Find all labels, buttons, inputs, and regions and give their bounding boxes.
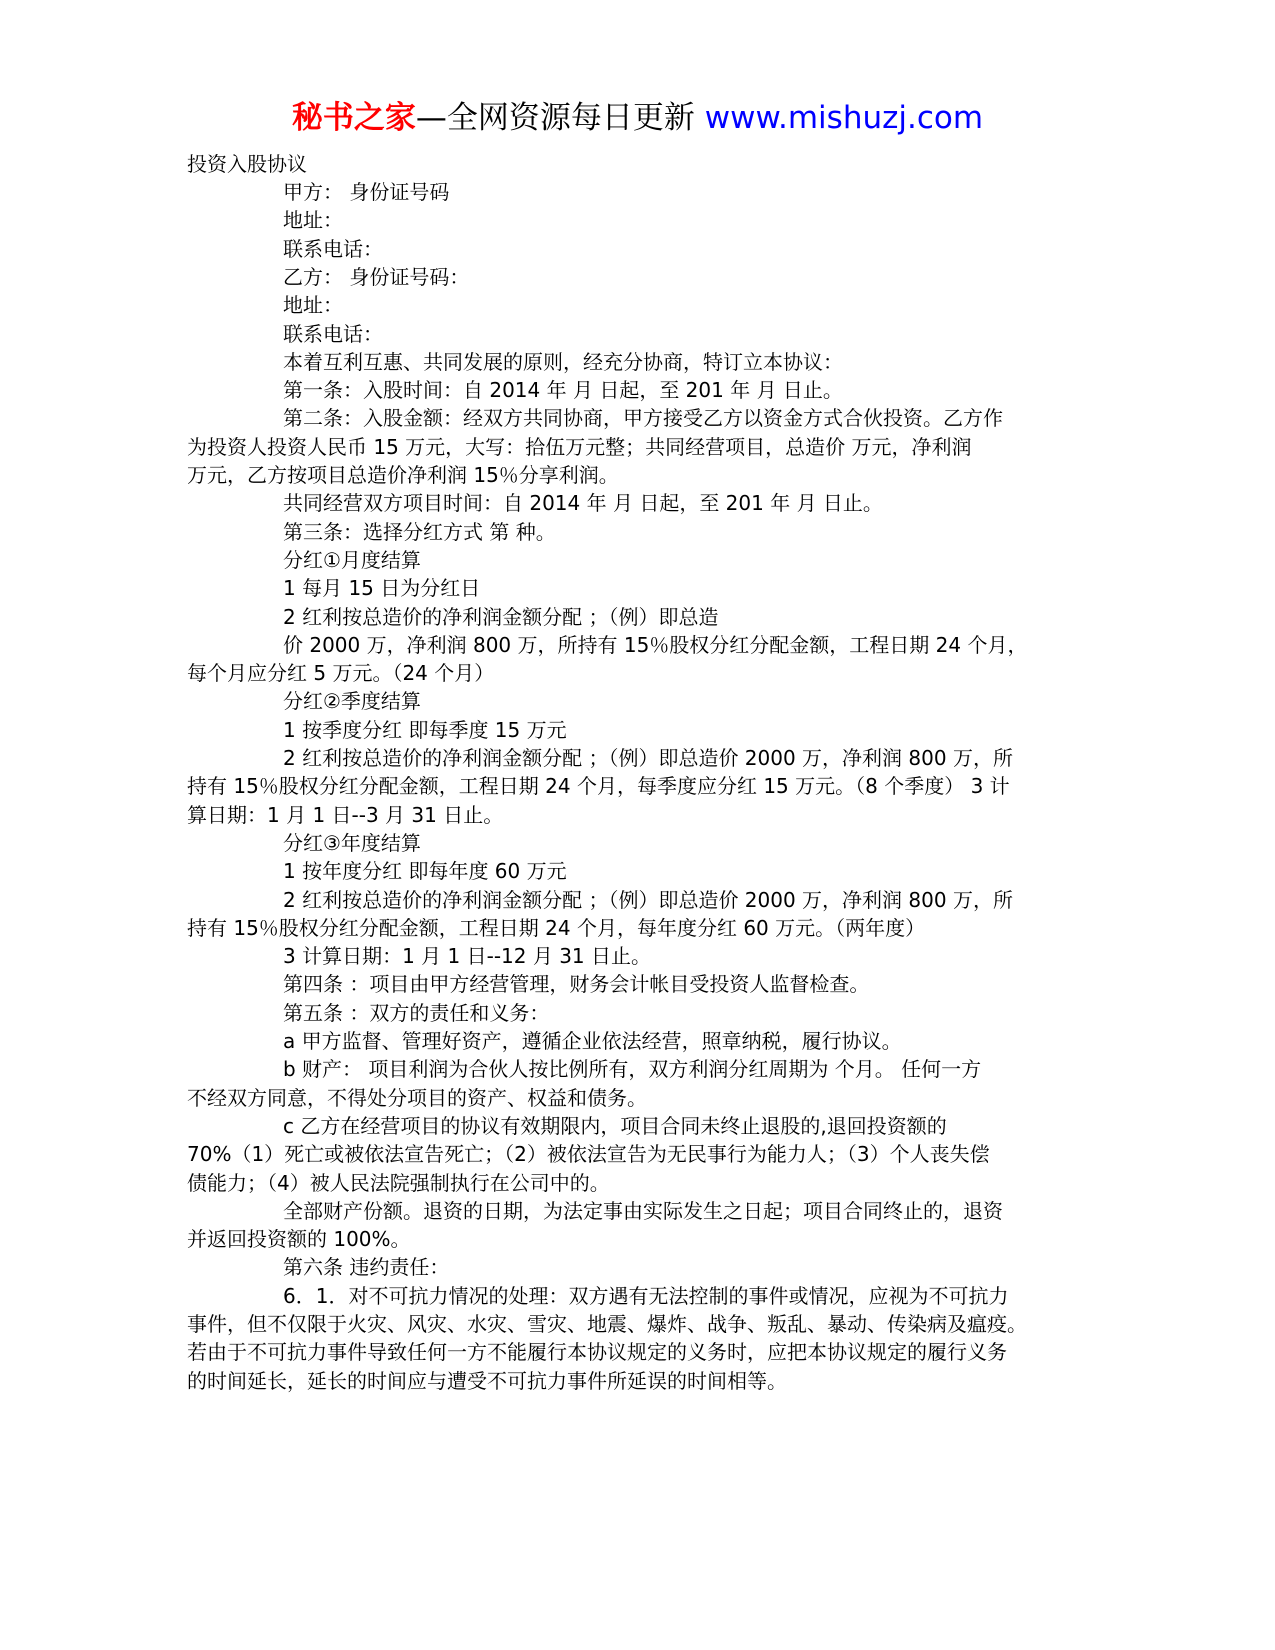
banner-slogan: —全网资源每日更新 [415,100,695,136]
document-line: 债能力；（4）被人民法院强制执行在公司中的。 [187,1170,610,1195]
document-line: 第三条：选择分红方式 第 种。 [283,519,556,544]
document-line: 第六条 违约责任： [283,1255,450,1280]
document-line: 万元，乙方按项目总造价净利润 15％分享利润。 [187,463,619,487]
document-line: 若由于不可抗力事件导致任何一方不能履行本协议规定的义务时，应把本协议规定的履行义务 [187,1340,1007,1365]
document-line: 事件，但不仅限于火灾、风灾、水灾、雪灾、地震、爆炸、战争、叛乱、暴动、传染病及瘟疫。 [187,1312,1027,1336]
site-banner [0,98,1275,138]
document-line: 第五条 ：双方的责任和义务： [283,1000,550,1025]
document-line: 3 计算日期：1 月 1 日--12 月 31 日止。 [283,944,652,969]
site-url-link[interactable]: www.mishuzj.com [704,100,984,136]
document-line: 第一条：入股时间：自 2014 年 月 日起，至 201 年 月 日止。 [283,378,843,403]
document-line: 第四条 ：项目由甲方经营管理，财务会计帐目受投资人监督检查。 [283,972,870,997]
document-line: 2 红利按总造价的净利润金额分配 ；（例）即总造价 2000 万，净利润 800 万，所 [283,746,1013,770]
document-line: 每个月应分红 5 万元。（24 个月） [187,661,495,686]
document-line: 乙方： 身份证号码： [283,264,470,289]
document-line: 地址： [283,293,343,318]
document-line: 2 红利按总造价的净利润金额分配 ；（例）即总造 [283,604,719,629]
document-line: 甲方： 身份证号码 [283,180,450,204]
document-line: 不经双方同意，不得处分项目的资产、权益和债务。 [187,1085,647,1110]
document-line: 分红①月度结算 [283,547,421,572]
document-line: 全部财产份额。退资的日期，为法定事由实际发生之日起；项目合同终止的，退资 [283,1198,1003,1223]
document-line: 6．1．对不可抗力情况的处理：双方遇有无法控制的事件或情况，应视为不可抗力 [283,1283,1009,1308]
document-line: 联系电话： [283,321,383,346]
document-line: 共同经营双方项目时间：自 2014 年 月 日起，至 201 年 月 日止。 [283,491,883,516]
document-line: 分红③年度结算 [283,830,421,855]
document-line: 第二条：入股金额：经双方共同协商，甲方接受乙方以资金方式合伙投资。乙方作 [283,406,1003,431]
document-line: a 甲方监督、管理好资产，遵循企业依法经营，照章纳税，履行协议。 [283,1029,902,1053]
document-line: 1 按季度分红 即每季度 15 万元 [283,717,567,742]
document-line: 为投资人投资人民币 15 万元，大写：拾伍万元整；共同经营项目，总造价 万元，净利润 [187,434,972,459]
document-line: 并返回投资额的 100%。 [187,1227,411,1252]
document-line: 分红②季度结算 [283,689,421,714]
document-title: 投资入股协议 [187,152,307,176]
document-line: 联系电话： [283,236,383,261]
document-line: 地址： [283,208,343,233]
document-line: 持有 15％股权分红分配金额，工程日期 24 个月，每年度分红 60 万元。（两年度） [187,915,926,940]
document-line: 价 2000 万，净利润 800 万，所持有 15％股权分红分配金额，工程日期 24 个月， [283,632,1028,657]
document-line: 持有 15％股权分红分配金额，工程日期 24 个月，每季度应分红 15 万元。（8 个季度） 3 计 [187,774,1010,799]
document-line: 1 每月 15 日为分红日 [283,576,481,601]
document-line: 算日期：1 月 1 日--3 月 31 日止。 [187,802,504,827]
brand-name: 秘书之家 [291,100,416,136]
document-line: 70%（1）死亡或被依法宣告死亡；（2）被依法宣告为无民事行为能力人；（3）个人丧失偿 [187,1142,990,1167]
document-line: 2 红利按总造价的净利润金额分配 ；（例）即总造价 2000 万，净利润 800 万，所 [283,887,1013,912]
document-line: 本着互利互惠、共同发展的原则，经充分协商，特订立本协议： [283,349,843,374]
document-line: 1 按年度分红 即每年度 60 万元 [283,859,567,884]
document-line: c 乙方在经营项目的协议有效期限内，项目合同未终止退股的,退回投资额的 [283,1113,947,1138]
document-line: b 财产： 项目利润为合伙人按比例所有，双方利润分红周期为 个月。 任何一方 [283,1057,982,1082]
document-line: 的时间延长，延长的时间应与遭受不可抗力事件所延误的时间相等。 [187,1368,787,1393]
